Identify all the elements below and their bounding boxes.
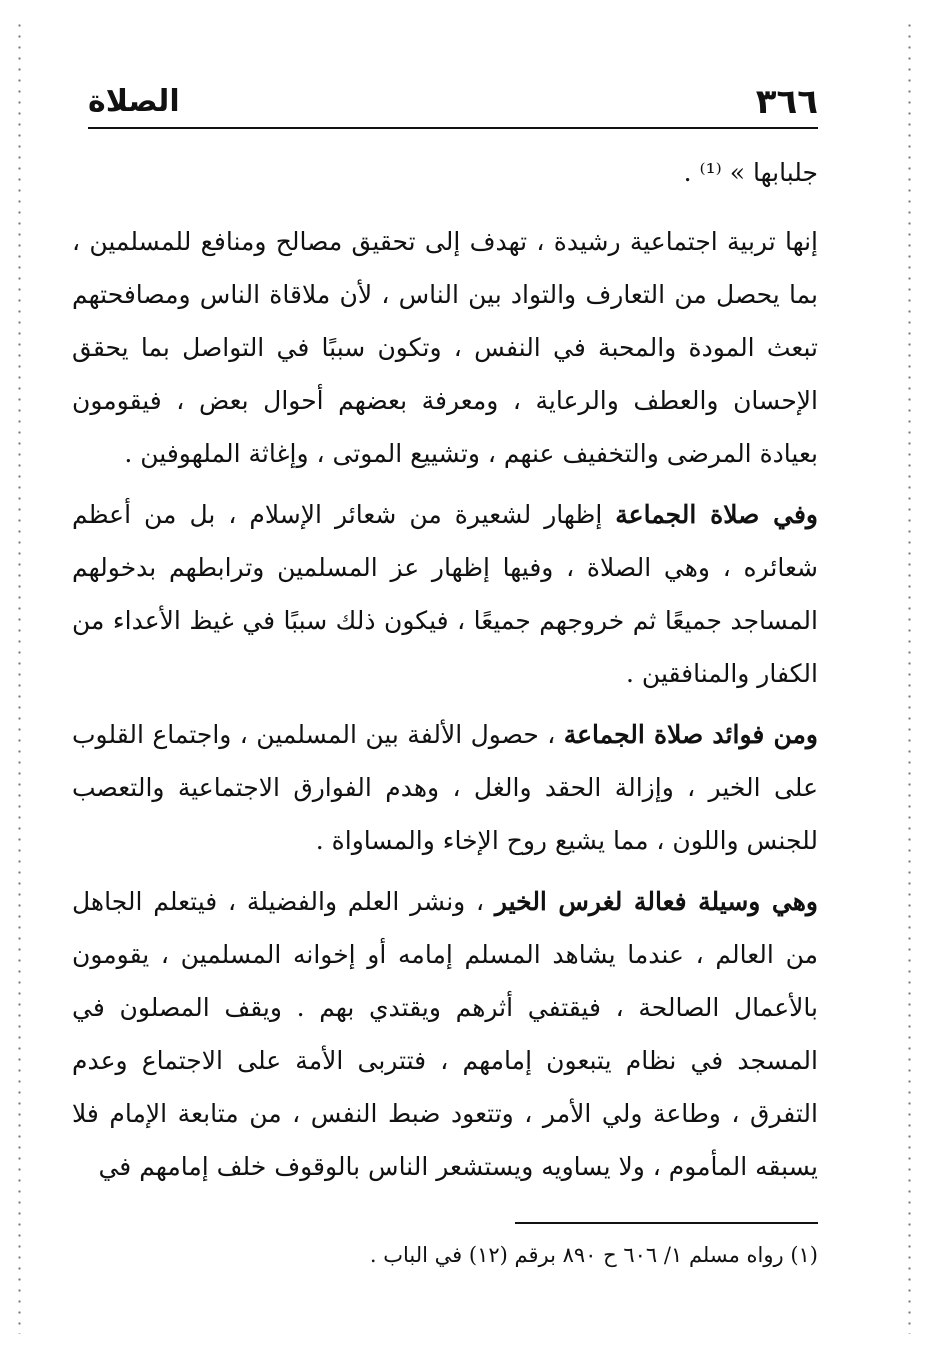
scan-edge-dots-left	[18, 20, 21, 1334]
paragraph	[72, 708, 818, 867]
paragraph-lead: وفي صلاة الجماعة	[615, 500, 819, 529]
page-number: ٣٦٦	[755, 82, 818, 122]
paragraph-lead: وهي وسيلة فعالة لغرس الخير	[494, 887, 818, 916]
paragraph-text: إظهار لشعيرة من شعائر الإسلام ، بل من أعظم شعائره ، وهي الصلاة ، وفيها إظهار عز المسلمين وترابطهم بدخولهم المساجد جميعًا ثم خروجهم جميعًا ، فيكون ذلك سببًا في غيظ الأعداء من الكفار والمنافقين .	[72, 500, 818, 688]
paragraph	[72, 215, 818, 480]
footnote-rule	[515, 1222, 818, 1224]
scan-edge-dots-right	[908, 20, 911, 1334]
paragraph-lead: ومن فوائد صلاة الجماعة	[563, 720, 819, 749]
paragraph	[72, 488, 818, 700]
paragraph-continuation	[72, 146, 818, 199]
paragraph-text: جلبابها » ⁽¹⁾ .	[683, 158, 818, 187]
page-header	[88, 80, 818, 130]
footnote: (١) رواه مسلم ١/ ٦٠٦ ح ٨٩٠ برقم (١٢) في الباب .	[369, 1243, 818, 1267]
main-text	[72, 146, 818, 1201]
paragraph	[72, 875, 818, 1193]
paragraph-text: ، حصول الألفة بين المسلمين ، واجتماع القلوب على الخير ، وإزالة الحقد والغل ، وهدم الفوارق الاجتماعية والتعصب للجنس واللون ، مما يشيع روح الإخاء والمساواة .	[72, 720, 818, 855]
running-title: الصلاة	[88, 84, 180, 119]
paragraph-text: ، ونشر العلم والفضيلة ، فيتعلم الجاهل من العالم ، عندما يشاهد المسلم إمامه أو إخوانه المسلمين ، يقومون بالأعمال الصالحة ، فيقتفي أثرهم ويقتدي بهم . ويقف المصلون في المسجد في نظام يتبعون إمامهم ، فتتربى الأمة على الاجتماع وعدم التفرق ، وطاعة ولي الأمر ، وتتعود ضبط النفس ، من متابعة الإمام فلا يسبقه المأموم ، ولا يساويه ويستشعر الناس بالوقوف خلف إمامهم في	[72, 887, 818, 1181]
paragraph-text: إنها تربية اجتماعية رشيدة ، تهدف إلى تحقيق مصالح ومنافع للمسلمين ، بما يحصل من التعارف والتواد بين الناس ، لأن ملاقاة الناس ومصافحتهم تبعث المودة والمحبة في النفس ، وتكون سببًا في التواصل بما يحقق الإحسان والعطف والرعاية ، ومعرفة بعضهم أحوال بعض ، فيقومون بعيادة المرضى والتخفيف عنهم ، وتشييع الموتى ، وإغاثة الملهوفين .	[72, 227, 818, 468]
header-rule	[88, 127, 818, 129]
